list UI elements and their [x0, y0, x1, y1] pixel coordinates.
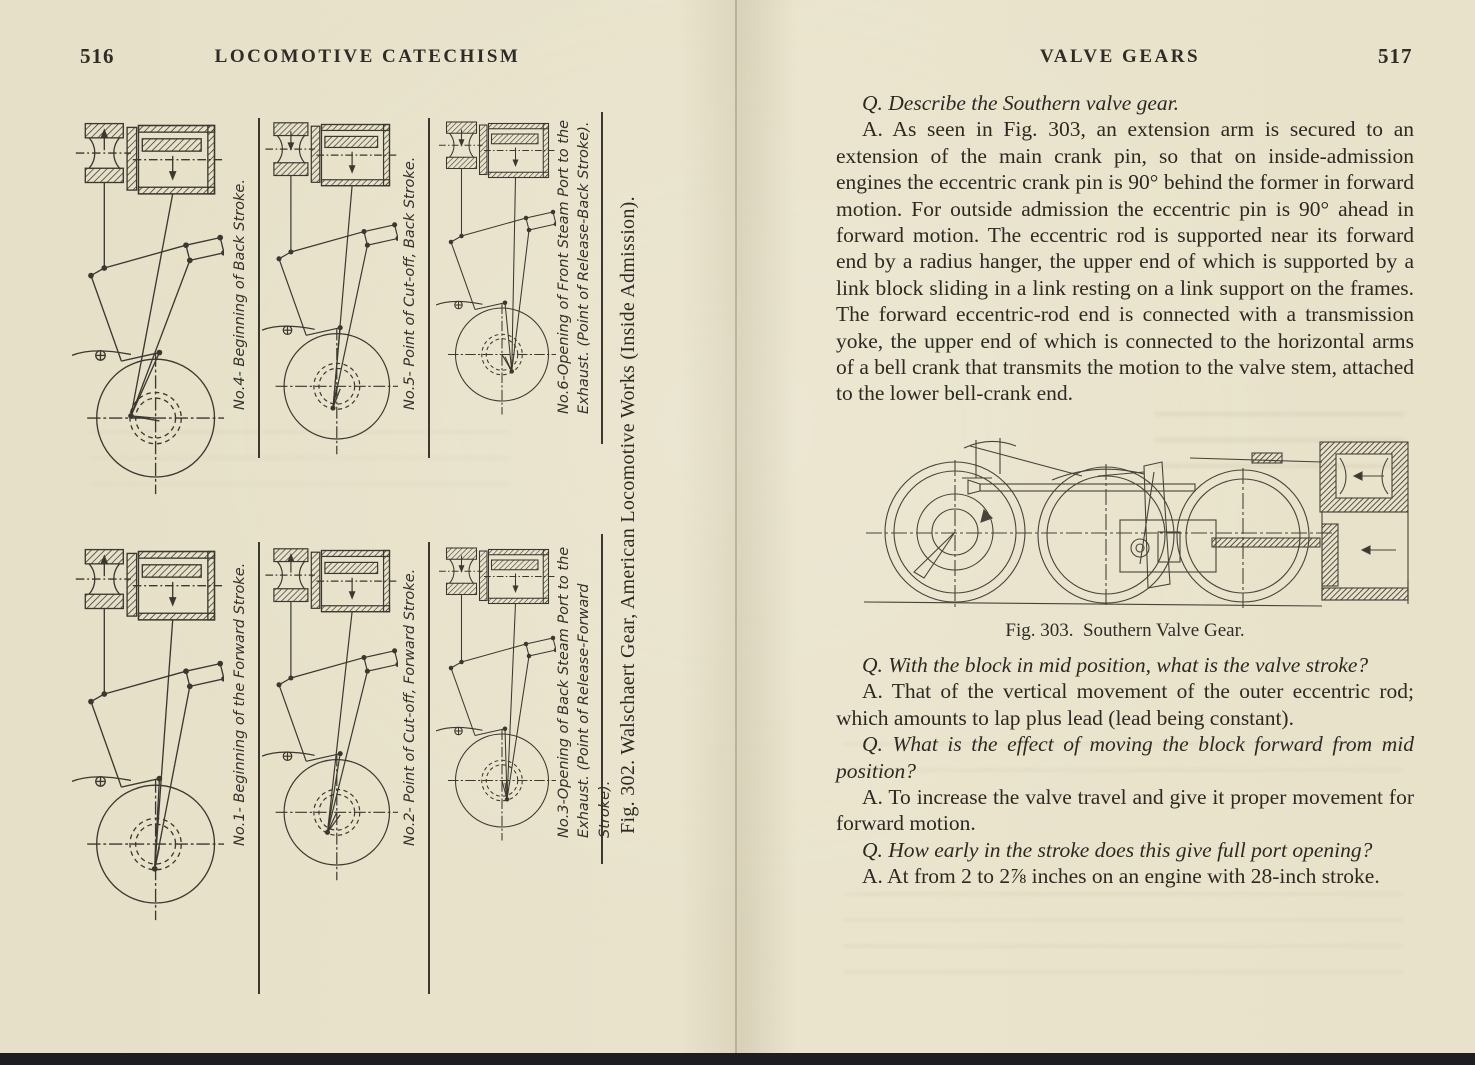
figure-302-caption: Fig. 302. Walschaert Gear, American Locomotive Works (Inside Admission).: [617, 196, 639, 834]
panel-caption-no4: No.4- Beginning of Back Stroke.: [232, 179, 248, 410]
qa-question: Q. With the block in mid position, what is the valve stroke?: [862, 653, 1369, 677]
panel-caption-no1: No.1- Beginning of the Forward Stroke.: [232, 562, 248, 846]
bleed-through: [843, 742, 1403, 782]
column-rule: [428, 542, 430, 994]
column-rule: [601, 112, 603, 444]
column-rule: [258, 542, 260, 994]
bleed-through: [1155, 412, 1405, 472]
qa-answer: A. As seen in Fig. 303, an extension arm is secured to an extension of the main crank pin, so that on inside-admission engines the eccentric crank pin is 90° behind the former in forward motion. For outside admission the eccentric pin is 90° ahead in forward motion. The eccentric rod is supported near its forward end by a radius hanger, the upper end of which is supported by a link block sliding in a link resting on a link support on the frames. The forward eccentric-rod end is connected with a transmission yoke, the upper end of which is connected to the horizontal arms of a bell crank that transmits the motion to the valve stem, attached to the lower bell-crank end.: [836, 117, 1414, 406]
figure-303-caption: Fig. 303. Southern Valve Gear.: [1005, 620, 1245, 641]
right-page: [735, 0, 1475, 1065]
walschaert-diagram-no2: [262, 542, 398, 972]
column-rule: [258, 118, 260, 458]
body-text-upper: [836, 90, 1414, 407]
right-page-number: 517: [1378, 44, 1413, 68]
gutter-crease: [735, 0, 737, 1065]
qa-question: Q. Describe the Southern valve gear.: [862, 91, 1180, 115]
walschaert-diagram-no1: [72, 542, 224, 972]
walschaert-diagram-no3: [436, 542, 556, 972]
column-rule: [428, 118, 430, 458]
book-bottom-edge: [0, 1053, 1475, 1065]
left-page-number: 516: [80, 44, 115, 68]
panel-caption-no2: No.2- Point of Cut-off, Forward Stroke.: [402, 568, 418, 846]
qa-answer: A. That of the vertical movement of the outer eccentric rod; which amounts to lap plus lead (lead being constant).: [836, 679, 1414, 730]
bleed-through: [843, 892, 1403, 992]
panel-caption-no6: No.6-Opening of Front Steam Port to the Exhaust. (Point of Release-Back Stroke).: [556, 119, 593, 414]
qa-question: Q. How early in the stroke does this give full port opening?: [862, 837, 1373, 862]
right-running-title: VALVE GEARS: [1039, 46, 1201, 67]
panel-caption-no5: No.5- Point of Cut-off, Back Stroke.: [402, 156, 418, 410]
panel-caption-no3: No.3-Opening of Back Steam Port to the Exhaust. (Point of Release-Forward Stroke).: [556, 546, 613, 838]
left-running-title: LOCOMOTIVE CATECHISM: [214, 46, 521, 67]
qa-question: Q. What is the effect of moving the block forward from mid position?: [836, 732, 1414, 783]
left-page: [0, 0, 735, 1065]
bleed-through: [90, 430, 510, 490]
qa-answer: A. To increase the valve travel and give it proper movement for forward motion.: [836, 785, 1414, 836]
qa-answer: A. At from 2 to 2⅞ inches on an engine with 28-inch stroke.: [862, 864, 1380, 889]
